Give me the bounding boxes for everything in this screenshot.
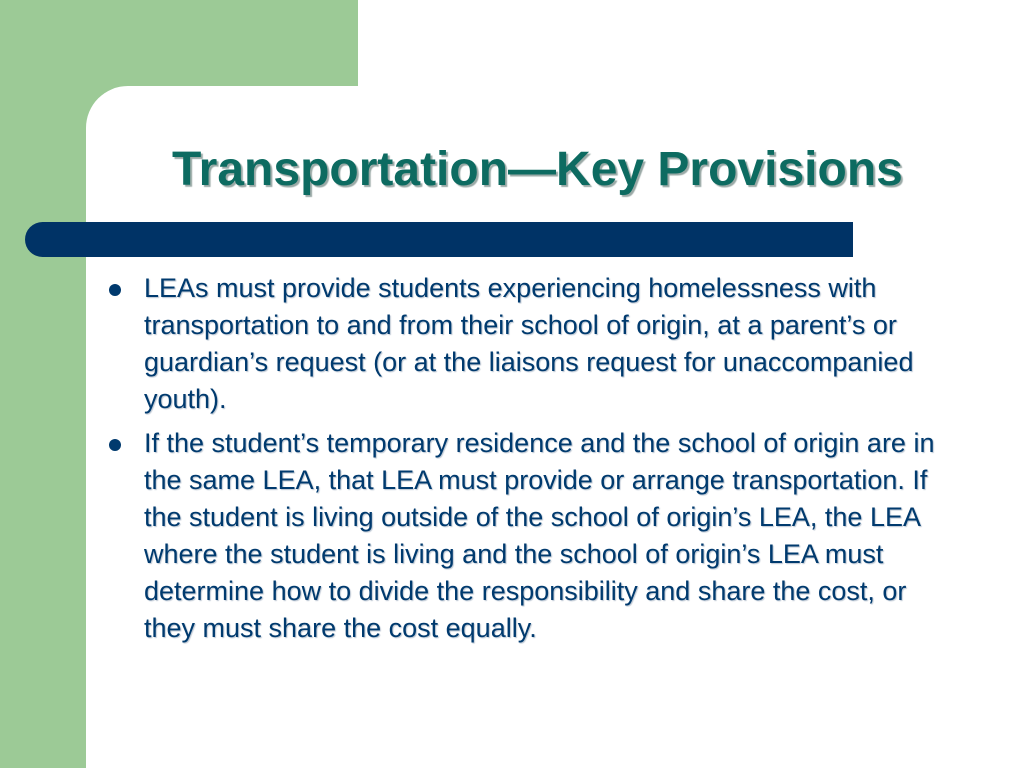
bullet-dot-icon xyxy=(109,284,121,296)
bullet-item-1 xyxy=(104,270,964,418)
bullet-item-2 xyxy=(104,425,964,647)
bullet-text-2: If the student’s temporary residence and the school of origin are in the same LEA, that LEA must provide or arrange transportation. If the student is living outside of the school of origin’s LEA, the LEA where the student is living and the school of origin’s LEA must determine how to divide the responsibility and share the cost, or they must share the cost equally. xyxy=(144,428,935,643)
title-divider-bar xyxy=(25,222,853,257)
bullet-text-1: LEAs must provide students experiencing homelessness with transportation to and from their school of origin, at a parent’s or guardian’s request (or at the liaisons request for unaccompanied youth). xyxy=(144,273,914,414)
bullet-list xyxy=(104,270,964,654)
slide-title: Transportation—Key Provisions xyxy=(172,143,903,196)
bullet-dot-icon xyxy=(109,439,121,451)
